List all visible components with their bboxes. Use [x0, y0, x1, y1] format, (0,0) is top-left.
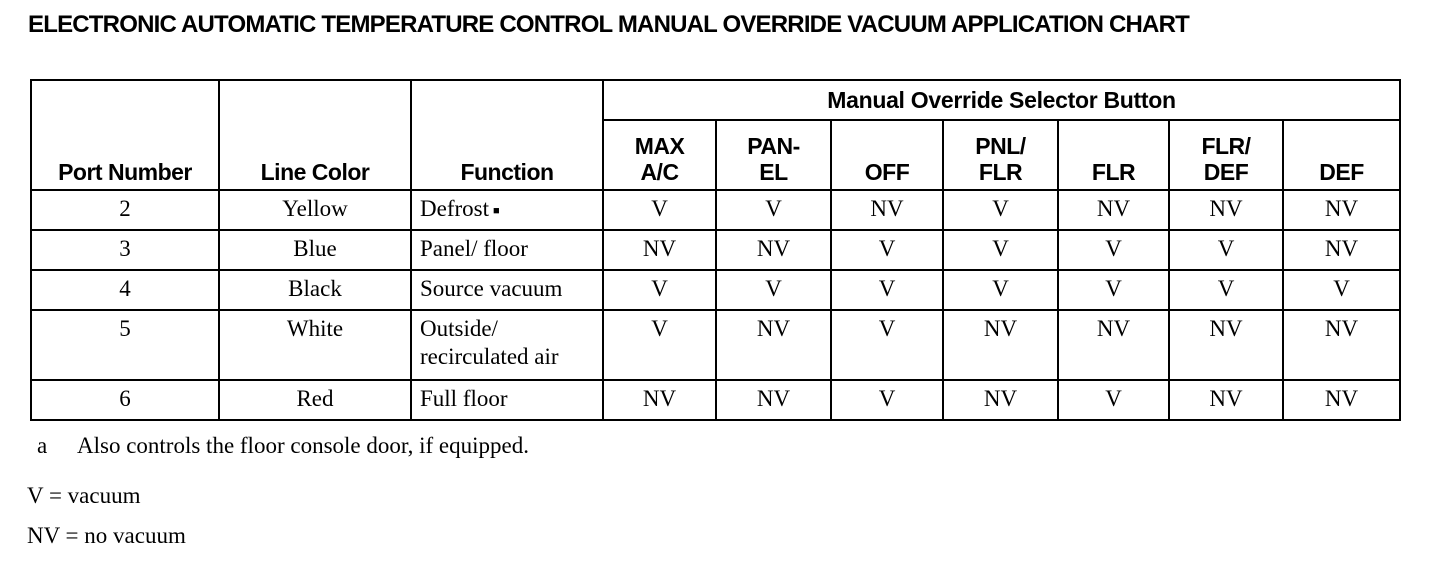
value-cell: V	[831, 270, 943, 310]
value-cell: NV	[716, 230, 831, 270]
value-cell: NV	[716, 310, 831, 380]
function-cell: Full floor	[411, 380, 603, 420]
header-line-color: Line Color	[219, 80, 411, 190]
line-color-cell: White	[219, 310, 411, 380]
value-cell: NV	[943, 310, 1058, 380]
port-number-cell: 2	[31, 190, 219, 230]
table-row	[31, 270, 1400, 310]
table-row	[31, 190, 1400, 230]
value-cell: V	[831, 230, 943, 270]
header-button-def: DEF	[1283, 120, 1400, 190]
value-cell: NV	[1283, 380, 1400, 420]
chart-title: ELECTRONIC AUTOMATIC TEMPERATURE CONTROL MANUAL OVERRIDE VACUUM APPLICATION CHART	[28, 11, 1189, 38]
legend-no-vacuum: NV = no vacuum	[27, 523, 186, 548]
value-cell: V	[831, 380, 943, 420]
function-cell: Defrost ■	[411, 190, 603, 230]
value-cell: V	[716, 190, 831, 230]
port-number-cell: 3	[31, 230, 219, 270]
value-cell: NV	[1058, 190, 1169, 230]
line-color-cell: Black	[219, 270, 411, 310]
port-number-cell: 5	[31, 310, 219, 380]
header-function: Function	[411, 80, 603, 190]
footnote-text: Also controls the floor console door, if equipped.	[77, 433, 529, 458]
legend-vacuum: V = vacuum	[27, 483, 141, 508]
value-cell: V	[603, 270, 716, 310]
value-cell: V	[943, 190, 1058, 230]
value-cell: V	[1058, 230, 1169, 270]
vacuum-application-table	[30, 79, 1401, 421]
line-color-cell: Blue	[219, 230, 411, 270]
value-cell: V	[831, 310, 943, 380]
value-cell: NV	[1169, 190, 1283, 230]
table-row	[31, 380, 1400, 420]
function-cell: Source vacuum	[411, 270, 603, 310]
value-cell: V	[1169, 270, 1283, 310]
value-cell: V	[943, 230, 1058, 270]
header-button-pnl-flr: PNL/ FLR	[943, 120, 1058, 190]
value-cell: V	[1058, 270, 1169, 310]
value-cell: V	[603, 190, 716, 230]
value-cell: V	[1169, 230, 1283, 270]
header-button-panel: PAN- EL	[716, 120, 831, 190]
table-row	[31, 310, 1400, 380]
value-cell: NV	[1283, 190, 1400, 230]
value-cell: NV	[1169, 380, 1283, 420]
value-cell: V	[1058, 380, 1169, 420]
value-cell: NV	[716, 380, 831, 420]
value-cell: V	[716, 270, 831, 310]
footnote-letter: a	[37, 433, 48, 458]
value-cell: NV	[603, 230, 716, 270]
function-cell: Outside/ recirculated air	[411, 310, 603, 380]
port-number-cell: 4	[31, 270, 219, 310]
port-number-cell: 6	[31, 380, 219, 420]
header-button-max-ac: MAX A/C	[603, 120, 716, 190]
header-button-flr-def: FLR/ DEF	[1169, 120, 1283, 190]
value-cell: V	[943, 270, 1058, 310]
value-cell: NV	[831, 190, 943, 230]
value-cell: NV	[603, 380, 716, 420]
line-color-cell: Yellow	[219, 190, 411, 230]
function-cell: Panel/ floor	[411, 230, 603, 270]
table-row	[31, 230, 1400, 270]
header-port-number: Port Number	[31, 80, 219, 190]
value-cell: NV	[1058, 310, 1169, 380]
value-cell: NV	[1283, 310, 1400, 380]
line-color-cell: Red	[219, 380, 411, 420]
value-cell: NV	[943, 380, 1058, 420]
value-cell: NV	[1283, 230, 1400, 270]
value-cell: V	[603, 310, 716, 380]
header-button-off: OFF	[831, 120, 943, 190]
header-selector-group: Manual Override Selector Button	[603, 80, 1400, 120]
footnote-marker: ■	[492, 205, 500, 217]
header-button-flr: FLR	[1058, 120, 1169, 190]
value-cell: V	[1283, 270, 1400, 310]
value-cell: NV	[1169, 310, 1283, 380]
